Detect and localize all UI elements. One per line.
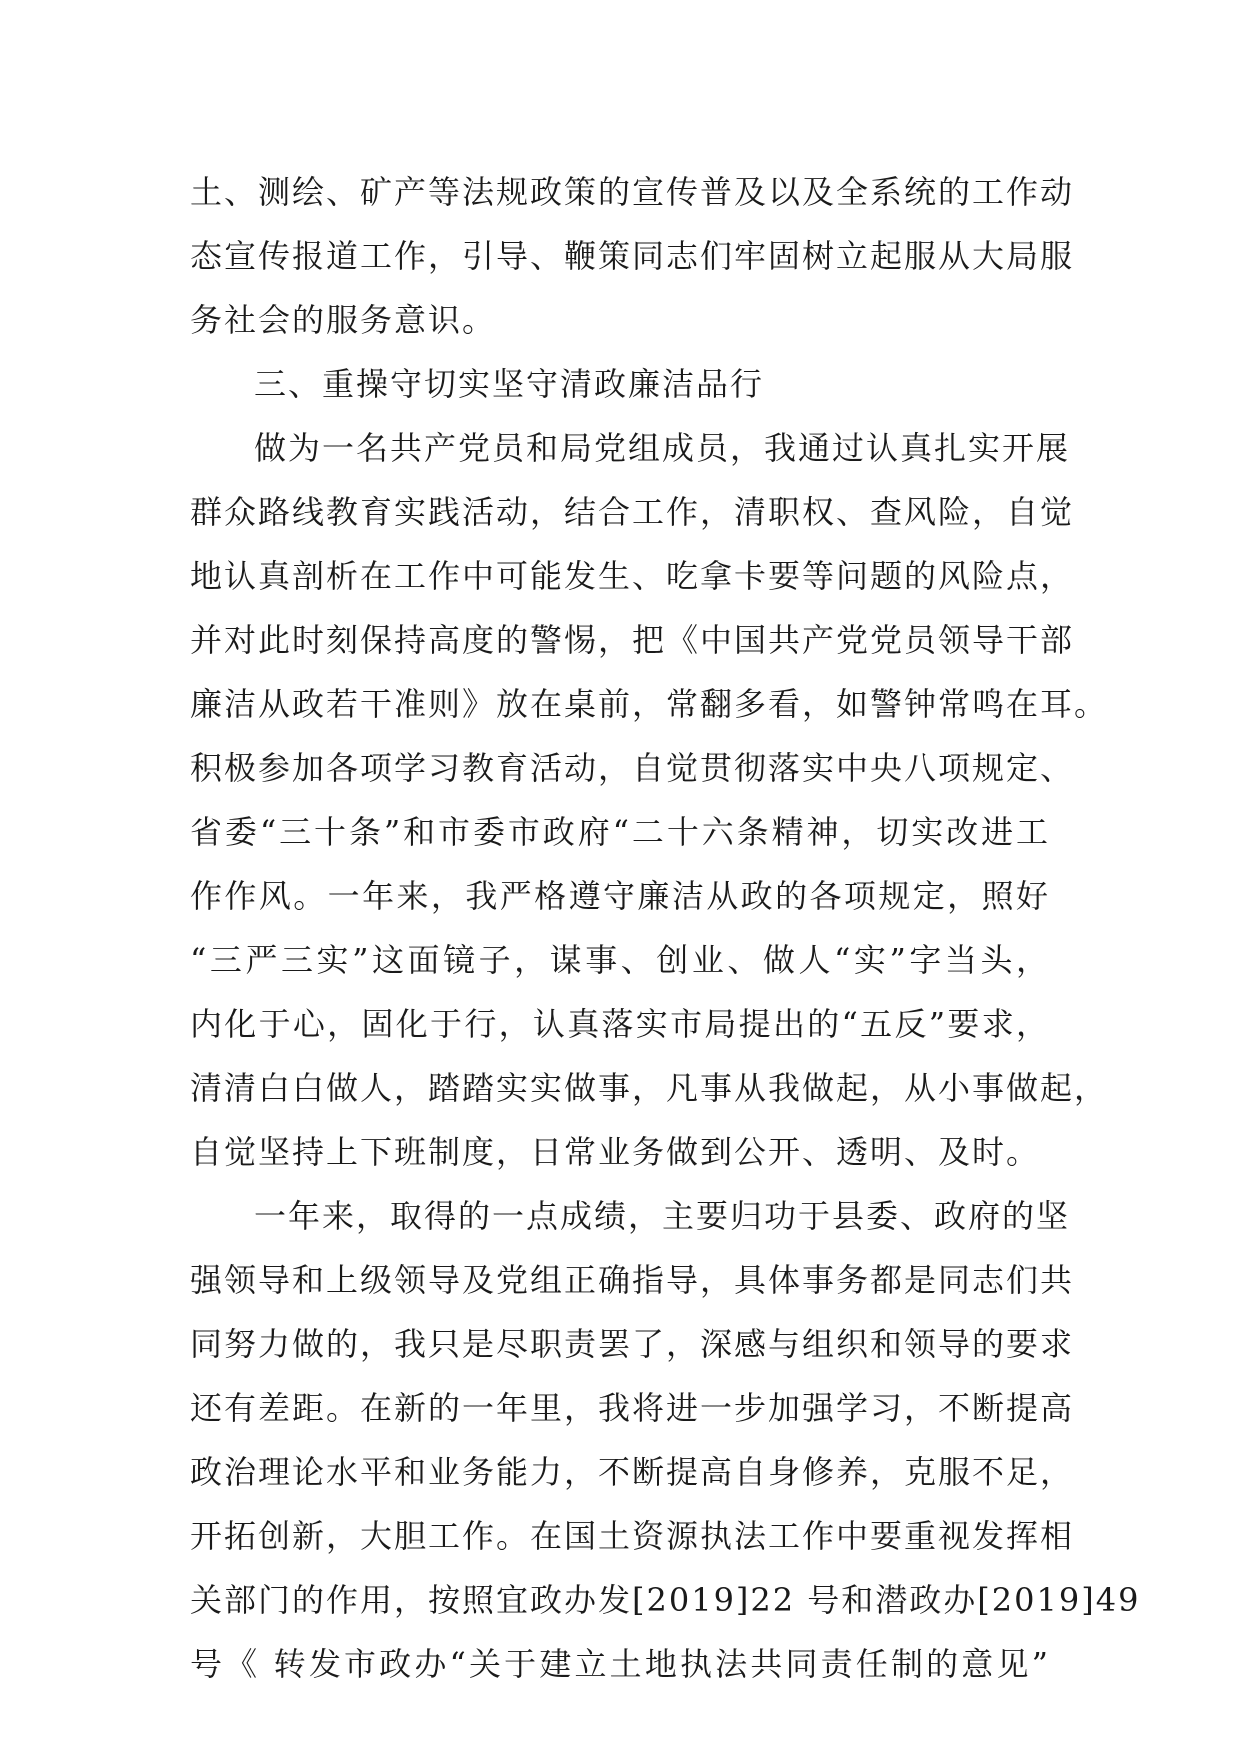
text-line: 地认真剖析在工作中可能发生、吃拿卡要等问题的风险点， [190, 557, 1075, 595]
text-line: 强领导和上级领导及党组正确指导，具体事务都是同志们共 [190, 1261, 1075, 1299]
text-line: 做为一名共产党员和局党组成员，我通过认真扎实开展 [254, 429, 1071, 467]
text-line: 内化于心，固化于行，认真落实市局提出的“五反”要求， [190, 1005, 1050, 1043]
text-line: 清清白白做人，踏踏实实做事，凡事从我做起，从小事做起， [190, 1069, 1109, 1107]
text-line: 关部门的作用，按照宜政办发[2019]22 号和潜政办[2019]49 [190, 1581, 1141, 1619]
text-line: 并对此时刻保持高度的警惕，把《中国共产党党员领导干部 [190, 621, 1075, 659]
text-line: 号《 转发市政办“关于建立土地执法共同责任制的意见” [190, 1645, 1050, 1683]
text-line: 一年来，取得的一点成绩，主要归功于县委、政府的坚 [254, 1197, 1071, 1235]
text-line: 三、重操守切实坚守清政廉洁品行 [254, 365, 765, 403]
text-line: 积极参加各项学习教育活动，自觉贯彻落实中央八项规定、 [190, 749, 1075, 787]
text-line: 同努力做的，我只是尽职责罢了，深感与组织和领导的要求 [190, 1325, 1075, 1363]
text-line: 群众路线教育实践活动，结合工作，清职权、查风险，自觉 [190, 493, 1075, 531]
text-line: 作作风。一年来，我严格遵守廉洁从政的各项规定，照好 [190, 877, 1050, 915]
text-line: 开拓创新，大胆工作。在国土资源执法工作中要重视发挥相 [190, 1517, 1075, 1555]
text-line: 廉洁从政若干准则》放在桌前，常翻多看，如警钟常鸣在耳。 [190, 685, 1109, 723]
text-line: 自觉坚持上下班制度，日常业务做到公开、透明、及时。 [190, 1133, 1041, 1171]
text-line: 态宣传报道工作，引导、鞭策同志们牢固树立起服从大局服 [190, 237, 1075, 275]
text-line: 还有差距。在新的一年里，我将进一步加强学习，不断提高 [190, 1389, 1075, 1427]
document-body [190, 160, 1141, 1696]
text-line: 政治理论水平和业务能力，不断提高自身修养，克服不足， [190, 1453, 1075, 1491]
text-line: “三严三实”这面镜子，谋事、创业、做人“实”字当头， [190, 941, 1050, 979]
text-line: 务社会的服务意识。 [190, 301, 497, 339]
text-line: 土、测绘、矿产等法规政策的宣传普及以及全系统的工作动 [190, 173, 1075, 211]
text-line: 省委“三十条”和市委市政府“二十六条精神，切实改进工 [190, 813, 1050, 851]
